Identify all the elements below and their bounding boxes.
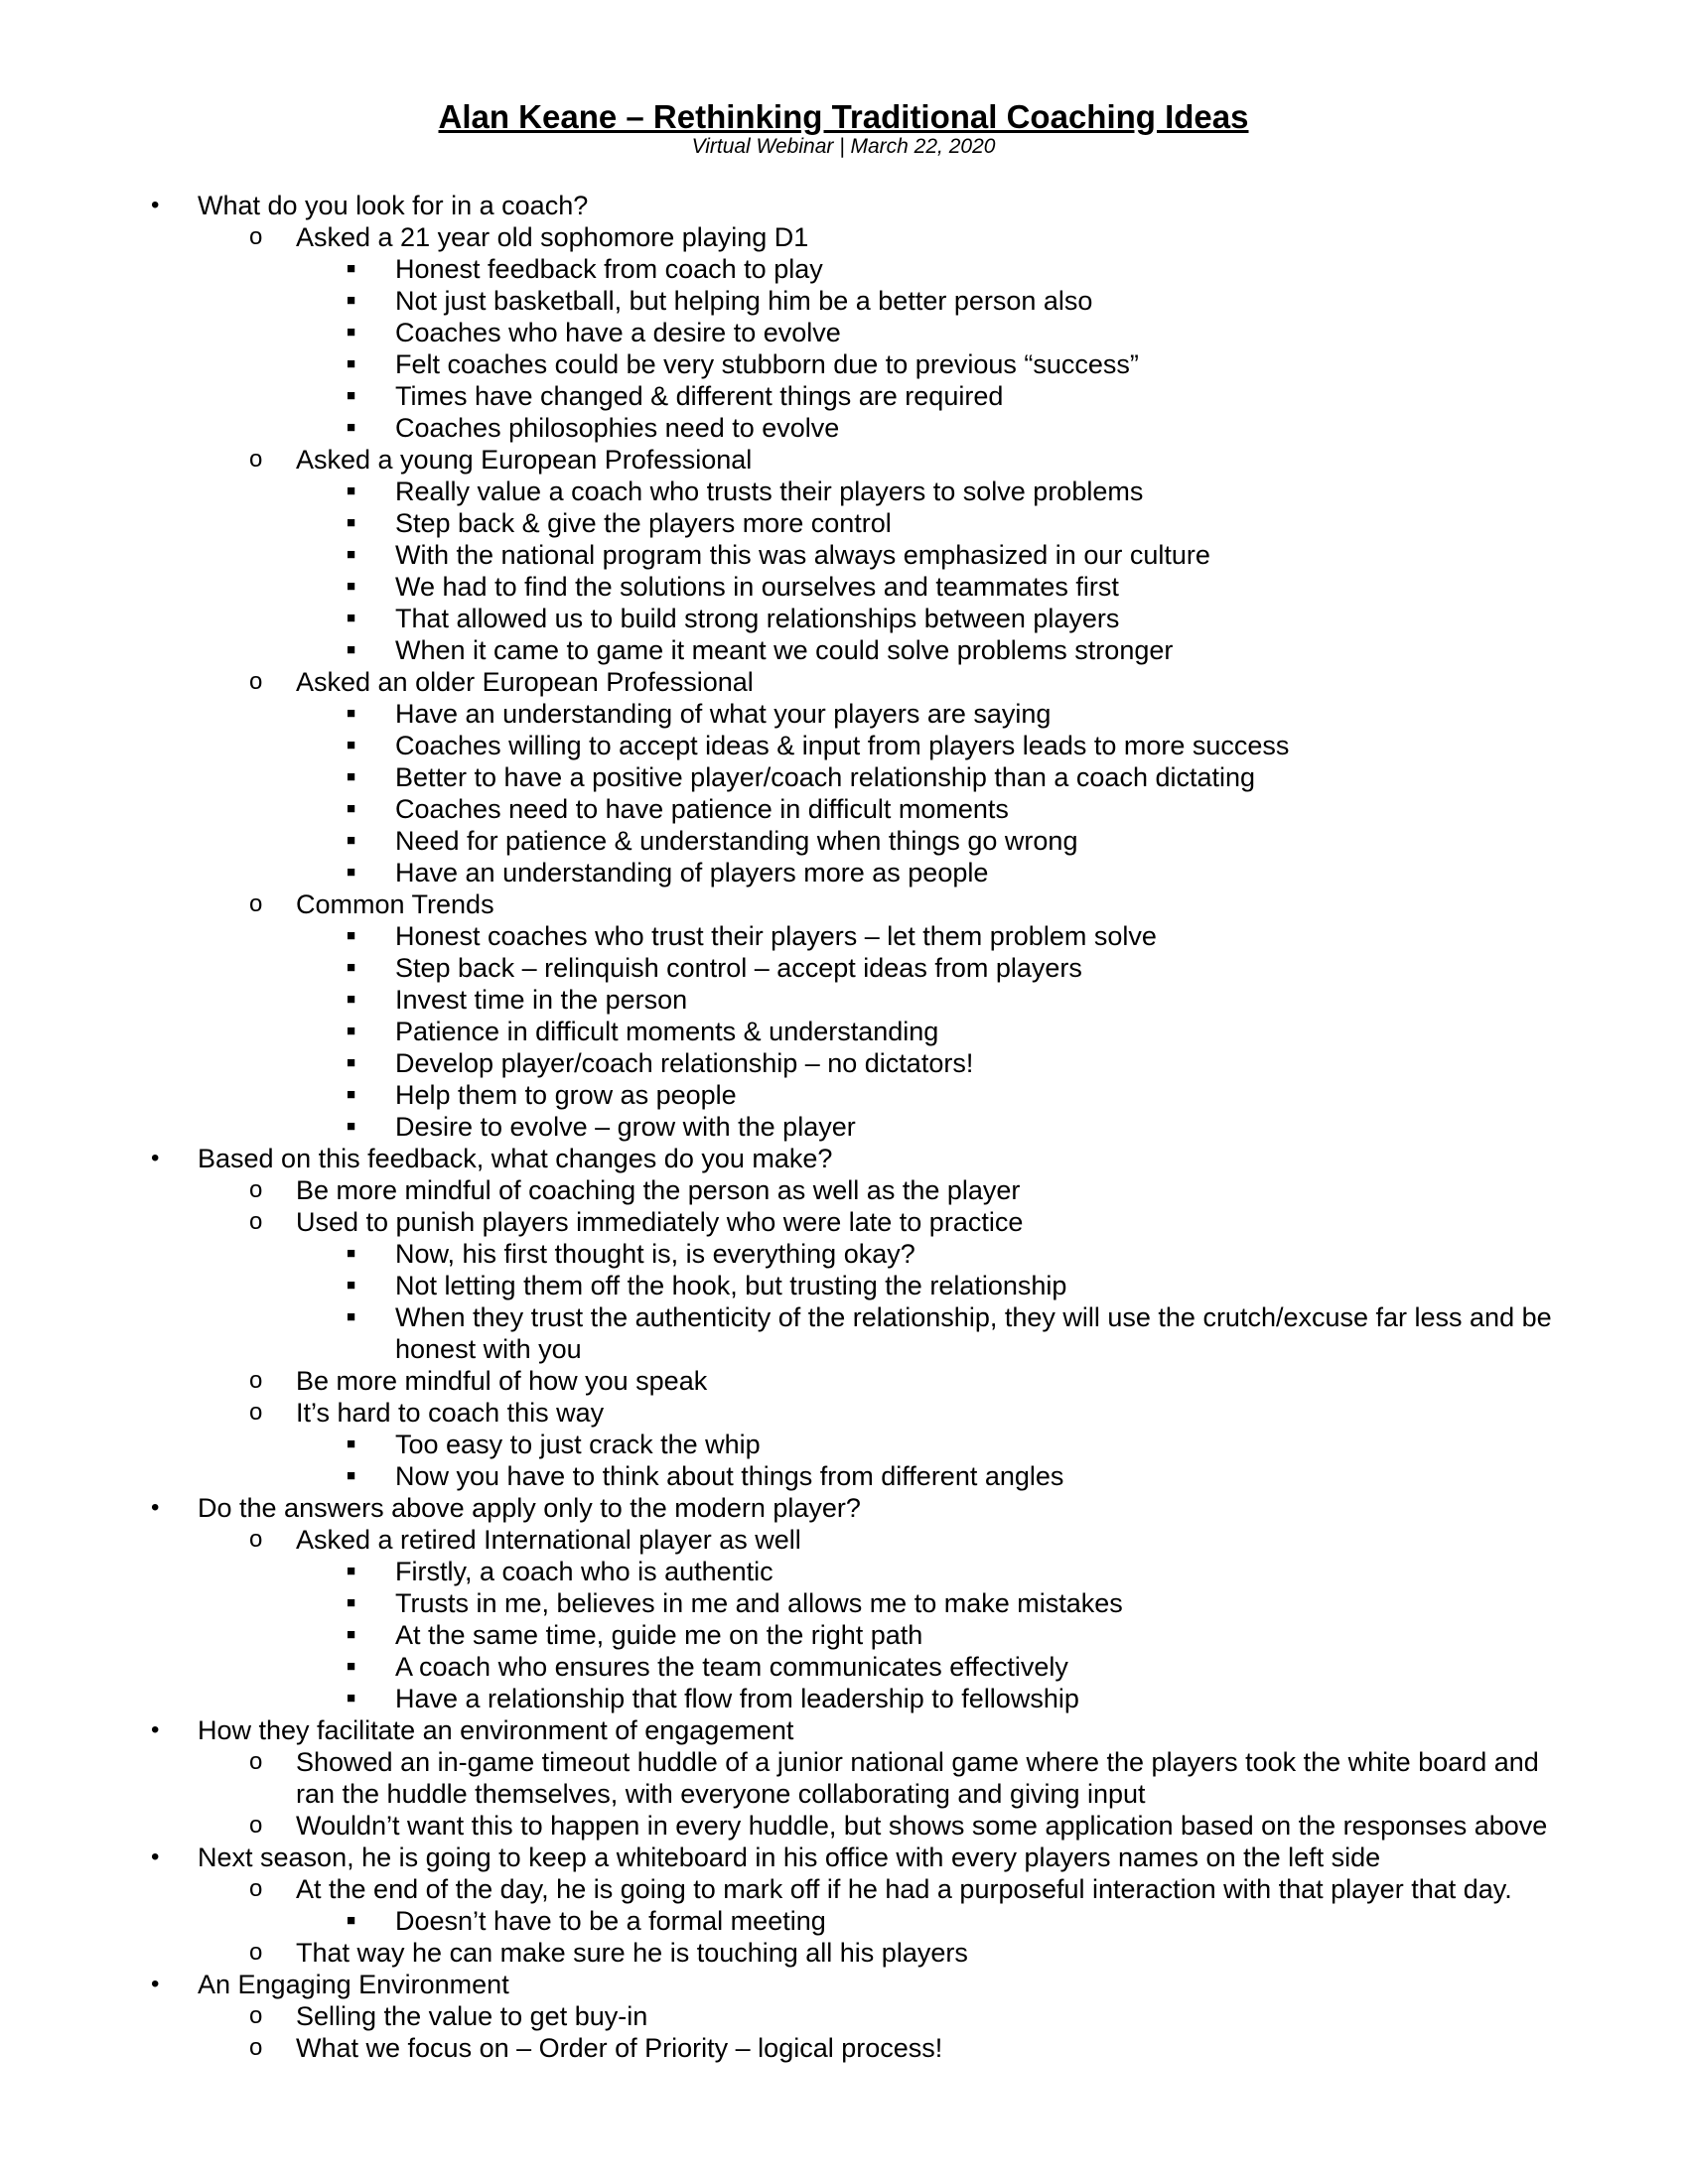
circle-marker: o (249, 2002, 263, 2029)
outline-item-text: Not letting them off the hook, but trusting the relationship (395, 1271, 1067, 1300)
bullet-marker: • (151, 1971, 160, 1997)
square-marker: ■ (347, 1467, 356, 1484)
circle-marker: o (249, 890, 263, 917)
outline-item-text: Coaches need to have patience in difficult moments (395, 794, 1009, 824)
outline-item-text: Desire to evolve – grow with the player (395, 1112, 856, 1142)
outline-item-text: Step back & give the players more control (395, 508, 892, 538)
circle-marker: o (249, 446, 263, 473)
outline-item-text: Invest time in the person (395, 985, 688, 1015)
square-marker: ■ (347, 1658, 356, 1675)
outline-item-text: Need for patience & understanding when things go wrong (395, 826, 1078, 856)
outline-item-level-2 (0, 761, 1687, 793)
outline-item-text: With the national program this was always emphasized in our culture (395, 540, 1210, 570)
outline-item-level-2 (0, 1683, 1687, 1714)
outline-item-level-2 (0, 857, 1687, 888)
outline-item-text: That way he can make sure he is touching all his players (296, 1938, 968, 1968)
outline-item-text: Selling the value to get buy-in (296, 2001, 648, 2031)
bullet-marker: • (151, 1145, 160, 1171)
outline-item-text: Felt coaches could be very stubborn due to previous “success” (395, 349, 1139, 379)
outline-item-level-1 (0, 888, 1687, 920)
outline-item-text: Too easy to just crack the whip (395, 1430, 761, 1459)
outline-item-level-1 (0, 1524, 1687, 1556)
document-title: Alan Keane – Rethinking Traditional Coaching Ideas (438, 98, 1249, 135)
outline-item-text: Develop player/coach relationship – no dictators! (395, 1048, 974, 1078)
outline-item-level-2 (0, 1079, 1687, 1111)
outline-item-level-2 (0, 285, 1687, 317)
outline-item-level-1 (0, 1746, 1687, 1778)
square-marker: ■ (347, 959, 356, 976)
square-marker: ■ (347, 578, 356, 595)
outline-item-level-2 (0, 825, 1687, 857)
outline-item-text: Now, his first thought is, is everything okay? (395, 1239, 915, 1269)
outline-item-text: Next season, he is going to keep a whiteboard in his office with every players names on the left side (198, 1843, 1381, 1872)
outline-item-level-0 (0, 1842, 1687, 1873)
outline-item-text: honest with you (395, 1334, 582, 1364)
circle-marker: o (249, 1208, 263, 1235)
outline-item-level-0 (0, 1714, 1687, 1746)
square-marker: ■ (347, 927, 356, 944)
square-marker: ■ (347, 864, 356, 881)
outline-item-level-2 (0, 793, 1687, 825)
square-marker: ■ (347, 1118, 356, 1135)
outline-item-text: At the end of the day, he is going to mark off if he had a purposeful interaction with that player that day. (296, 1874, 1512, 1904)
outline-item-level-2 (0, 730, 1687, 761)
outline-item-text: ran the huddle themselves, with everyone collaborating and giving input (296, 1779, 1146, 1809)
outline-item-level-1 (0, 1873, 1687, 1905)
outline-item-level-2 (0, 571, 1687, 603)
circle-marker: o (249, 1367, 263, 1394)
outline-item-level-2 (0, 1587, 1687, 1619)
outline-item-text: Be more mindful of coaching the person as well as the player (296, 1175, 1021, 1205)
outline-item-level-1 (0, 2032, 1687, 2064)
outline-item-text: Coaches willing to accept ideas & input from players leads to more success (395, 731, 1290, 760)
outline-item-text: Used to punish players immediately who were late to practice (296, 1207, 1024, 1237)
outline-item-text: Honest feedback from coach to play (395, 254, 823, 284)
outline-item-level-1 (0, 1365, 1687, 1397)
square-marker: ■ (347, 832, 356, 849)
square-marker: ■ (347, 1245, 356, 1262)
square-marker: ■ (347, 1086, 356, 1103)
circle-marker: o (249, 1176, 263, 1203)
circle-marker: o (249, 223, 263, 250)
outline-item-text: Do the answers above apply only to the modern player? (198, 1493, 861, 1523)
outline-item-text: Not just basketball, but helping him be a better person also (395, 286, 1093, 316)
outline-item-text: Coaches philosophies need to evolve (395, 413, 840, 443)
outline-item-level-1 (0, 1810, 1687, 1842)
square-marker: ■ (347, 482, 356, 499)
square-marker: ■ (347, 546, 356, 563)
circle-marker: o (249, 1875, 263, 1902)
outline-item-text: We had to find the solutions in ourselves and teammates first (395, 572, 1119, 602)
outline-item-text: Asked an older European Professional (296, 667, 754, 697)
outline-item-text: Better to have a positive player/coach relationship than a coach dictating (395, 762, 1256, 792)
outline-item-level-2 (0, 1460, 1687, 1492)
outline-item-text: Doesn’t have to be a formal meeting (395, 1906, 826, 1936)
notes-outline (0, 190, 1687, 2064)
outline-item-text: Wouldn’t want this to happen in every huddle, but shows some application based on the responses above (296, 1811, 1548, 1841)
outline-item-level-1 (0, 1937, 1687, 1969)
outline-item-level-2 (0, 1301, 1687, 1333)
outline-item-level-1 (0, 1397, 1687, 1429)
outline-item-text: A coach who ensures the team communicates effectively (395, 1652, 1068, 1682)
outline-item-level-2 (0, 1556, 1687, 1587)
outline-item-text: Asked a young European Professional (296, 445, 753, 475)
outline-item-text: What do you look for in a coach? (198, 191, 589, 220)
outline-item-text: That allowed us to build strong relationships between players (395, 604, 1120, 633)
circle-marker: o (249, 1399, 263, 1426)
square-marker: ■ (347, 768, 356, 785)
outline-item-level-2 (0, 1111, 1687, 1143)
square-marker: ■ (347, 355, 356, 372)
square-marker: ■ (347, 991, 356, 1008)
outline-item-text: An Engaging Environment (198, 1970, 509, 1999)
square-marker: ■ (347, 324, 356, 341)
outline-item-text: Trusts in me, believes in me and allows me to make mistakes (395, 1588, 1123, 1618)
outline-item-level-2 (0, 603, 1687, 634)
outline-item-level-1 (0, 666, 1687, 698)
outline-item-level-2 (0, 1429, 1687, 1460)
outline-item-level-2 (0, 1651, 1687, 1683)
outline-item-text: Times have changed & different things are required (395, 381, 1004, 411)
outline-item-level-0 (0, 1143, 1687, 1174)
square-marker: ■ (347, 292, 356, 309)
square-marker: ■ (347, 1594, 356, 1611)
circle-marker: o (249, 668, 263, 695)
outline-item-text: Honest coaches who trust their players – let them problem solve (395, 921, 1157, 951)
outline-item-level-2 (0, 920, 1687, 952)
square-marker: ■ (347, 1435, 356, 1452)
outline-item-level-2 (0, 1270, 1687, 1301)
outline-item-level-2 (0, 984, 1687, 1016)
outline-item-text: Common Trends (296, 889, 494, 919)
outline-item-level-2 (0, 380, 1687, 412)
outline-item-text: When they trust the authenticity of the relationship, they will use the crutch/excuse far less and be (395, 1302, 1552, 1332)
outline-item-level-2 (0, 412, 1687, 444)
outline-item-level-1 (0, 1778, 1687, 1810)
circle-marker: o (249, 1748, 263, 1775)
outline-item-text: When it came to game it meant we could solve problems stronger (395, 635, 1174, 665)
outline-item-level-2 (0, 1016, 1687, 1047)
square-marker: ■ (347, 1626, 356, 1643)
square-marker: ■ (347, 260, 356, 277)
outline-item-text: Asked a 21 year old sophomore playing D1 (296, 222, 809, 252)
outline-item-text: Based on this feedback, what changes do you make? (198, 1144, 833, 1173)
outline-item-text: How they facilitate an environment of engagement (198, 1715, 794, 1745)
square-marker: ■ (347, 1023, 356, 1039)
outline-item-level-2 (0, 1333, 1687, 1365)
outline-item-level-0 (0, 1969, 1687, 2000)
outline-item-level-1 (0, 2000, 1687, 2032)
bullet-marker: • (151, 1494, 160, 1521)
outline-item-level-2 (0, 1905, 1687, 1937)
outline-item-level-2 (0, 476, 1687, 507)
outline-item-level-1 (0, 444, 1687, 476)
square-marker: ■ (347, 1308, 356, 1325)
outline-item-text: Have a relationship that flow from leadership to fellowship (395, 1684, 1079, 1713)
outline-item-level-2 (0, 952, 1687, 984)
square-marker: ■ (347, 1912, 356, 1929)
outline-item-text: Patience in difficult moments & understanding (395, 1017, 939, 1046)
square-marker: ■ (347, 610, 356, 626)
outline-item-text: Now you have to think about things from different angles (395, 1461, 1064, 1491)
outline-item-text: Be more mindful of how you speak (296, 1366, 708, 1396)
circle-marker: o (249, 1939, 263, 1966)
square-marker: ■ (347, 514, 356, 531)
outline-item-level-2 (0, 698, 1687, 730)
outline-item-level-1 (0, 221, 1687, 253)
square-marker: ■ (347, 800, 356, 817)
outline-item-level-1 (0, 1174, 1687, 1206)
outline-item-text: It’s hard to coach this way (296, 1398, 605, 1428)
square-marker: ■ (347, 1563, 356, 1579)
square-marker: ■ (347, 387, 356, 404)
outline-item-level-1 (0, 1206, 1687, 1238)
outline-item-level-2 (0, 1238, 1687, 1270)
square-marker: ■ (347, 419, 356, 436)
square-marker: ■ (347, 641, 356, 658)
outline-item-text: Asked a retired International player as well (296, 1525, 801, 1555)
circle-marker: o (249, 2034, 263, 2061)
outline-item-text: Step back – relinquish control – accept ideas from players (395, 953, 1082, 983)
bullet-marker: • (151, 1843, 160, 1870)
outline-item-text: Coaches who have a desire to evolve (395, 318, 841, 347)
circle-marker: o (249, 1526, 263, 1553)
outline-item-level-2 (0, 634, 1687, 666)
outline-item-text: Firstly, a coach who is authentic (395, 1557, 773, 1586)
outline-item-text: Have an understanding of what your players are saying (395, 699, 1052, 729)
outline-item-text: Help them to grow as people (395, 1080, 737, 1110)
outline-item-level-0 (0, 1492, 1687, 1524)
outline-item-text: What we focus on – Order of Priority – logical process! (296, 2033, 943, 2063)
outline-item-level-2 (0, 317, 1687, 348)
outline-item-text: Have an understanding of players more as people (395, 858, 989, 887)
square-marker: ■ (347, 1690, 356, 1706)
bullet-marker: • (151, 192, 160, 218)
square-marker: ■ (347, 705, 356, 722)
outline-item-level-0 (0, 190, 1687, 221)
square-marker: ■ (347, 737, 356, 753)
outline-item-text: Showed an in-game timeout huddle of a junior national game where the players took the white board and (296, 1747, 1539, 1777)
outline-item-level-2 (0, 507, 1687, 539)
outline-item-level-2 (0, 348, 1687, 380)
circle-marker: o (249, 1812, 263, 1839)
bullet-marker: • (151, 1716, 160, 1743)
outline-item-level-2 (0, 539, 1687, 571)
outline-item-level-2 (0, 1619, 1687, 1651)
outline-item-text: Really value a coach who trusts their players to solve problems (395, 477, 1144, 506)
document-subtitle: Virtual Webinar | March 22, 2020 (691, 135, 996, 158)
square-marker: ■ (347, 1277, 356, 1294)
outline-item-text: At the same time, guide me on the right path (395, 1620, 923, 1650)
outline-item-level-2 (0, 1047, 1687, 1079)
outline-item-level-2 (0, 253, 1687, 285)
square-marker: ■ (347, 1054, 356, 1071)
